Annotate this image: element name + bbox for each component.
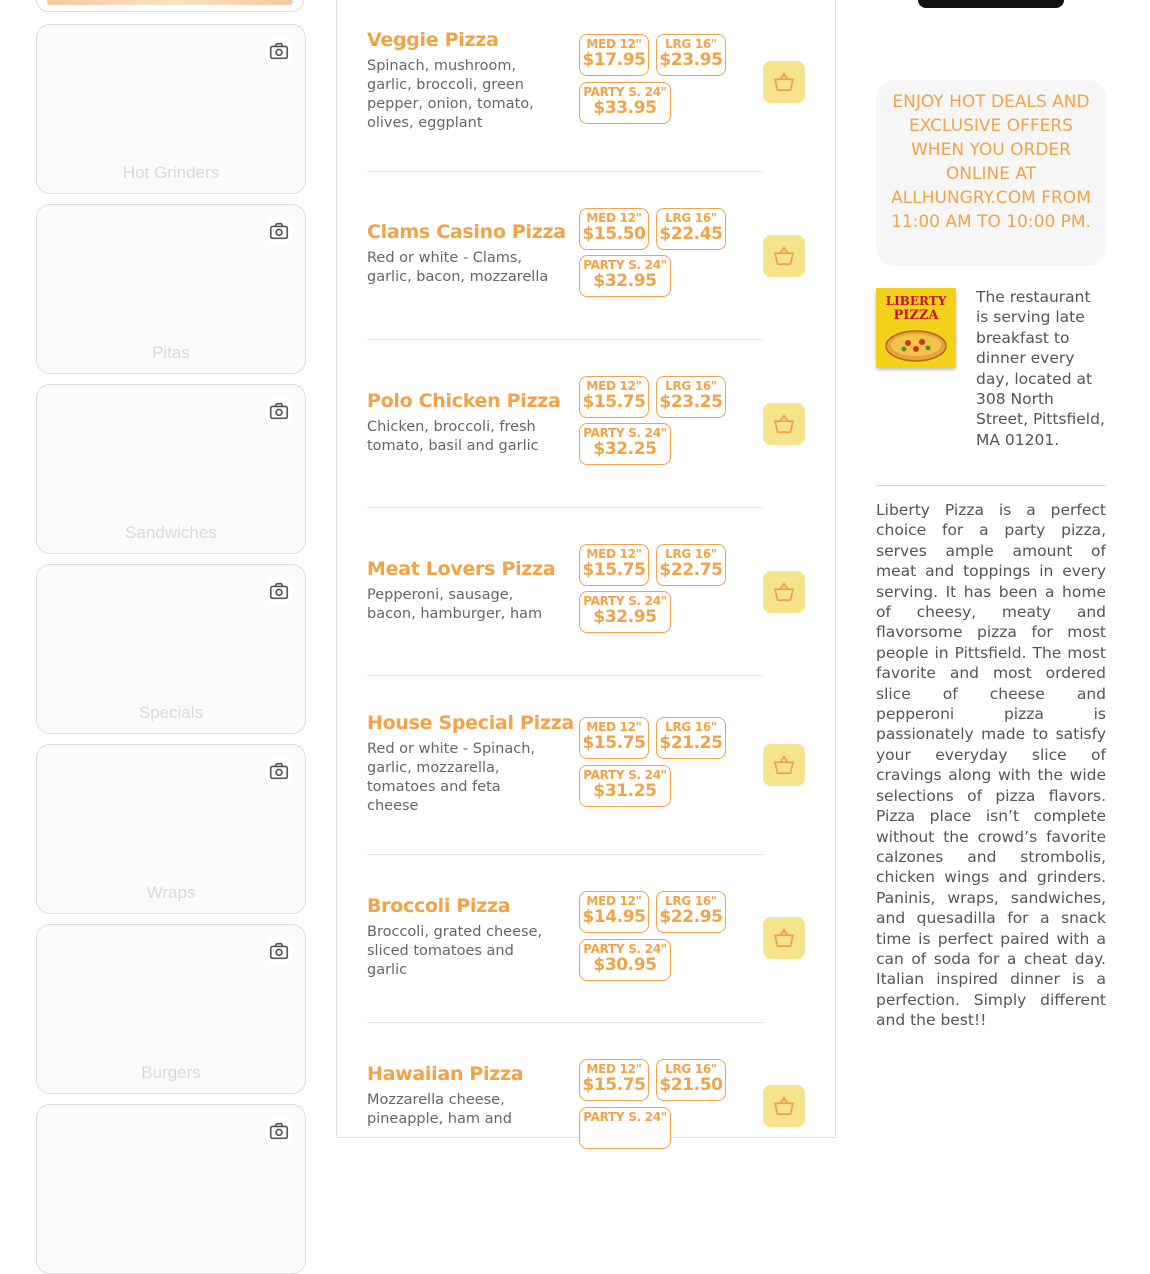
size-label: MED 12" [586,379,642,393]
price-value: $22.95 [659,907,723,927]
price-option-party[interactable] [579,939,671,981]
price-option-lrg[interactable] [656,717,726,759]
size-label: PARTY S. 24" [583,942,667,956]
camera-icon [265,577,293,605]
add-to-cart-button[interactable] [763,235,805,277]
category-label: Burgers [141,1063,201,1082]
size-label: MED 12" [586,1062,642,1076]
item-description: Broccoli, grated cheese, sliced tomatoes and garlic [367,924,543,978]
deals-banner [876,80,1106,266]
add-to-cart-button[interactable] [763,917,805,959]
item-name[interactable]: Polo Chicken Pizza [367,390,561,412]
price-option-party[interactable] [579,1107,671,1149]
item-description: Red or white - Clams, garlic, bacon, mozzarella [367,250,549,285]
price-option-med[interactable] [579,34,649,76]
size-label: PARTY S. 24" [583,85,667,99]
size-label: MED 12" [586,211,642,225]
item-name[interactable]: Clams Casino Pizza [367,221,566,243]
price-option-med[interactable] [579,891,649,933]
price-option-party[interactable] [579,82,671,124]
item-name[interactable]: Veggie Pizza [367,29,499,51]
price-value: $23.95 [659,50,723,70]
price-value: $22.75 [659,560,723,580]
add-to-cart-button[interactable] [763,571,805,613]
restaurant-about: Liberty Pizza is a perfect choice for a party pizza, serves ample amount of meat and toppings in every serving. It has been a home of cheesy, meaty and flavorsome pizza for most people in Pittsfield. The most favorite and most ordered slice of cheese and pepperoni pizza is passionately made to satisfy your everyday slice of cravings along with the wide selections of pizza flavors. Pizza place isn’t complete without the crowd’s favorite calzones and strombolis, chicken wings and grinders. Paninis, wraps, sandwiches, and quesadilla for a snack time is perfect paired with a can of soda for a cheat day. Italian inspired dinner is a perfection. Simply different and the best!! [876,501,1106,1030]
item-divider [367,854,763,855]
size-label: LRG 16" [665,211,717,225]
item-name[interactable]: House Special Pizza [367,712,574,734]
price-option-med[interactable] [579,1059,649,1101]
price-value: $32.95 [593,271,657,291]
item-description: Pepperoni, sausage, bacon, hamburger, ham [367,587,543,622]
category-card-pitas[interactable] [36,204,306,374]
price-value: $15.75 [582,392,646,412]
category-label: Wraps [146,883,196,902]
basket-icon [773,72,795,92]
size-label: LRG 16" [665,547,717,561]
category-card-partial-top[interactable] [36,0,304,12]
item-description: Mozzarella cheese, pineapple, ham and [367,1092,512,1127]
size-label: MED 12" [586,720,642,734]
camera-icon [265,757,293,785]
size-label: MED 12" [586,894,642,908]
size-label: LRG 16" [665,720,717,734]
add-to-cart-button[interactable] [763,1085,805,1127]
price-option-med[interactable] [579,208,649,250]
item-divider [367,1022,763,1023]
size-label: LRG 16" [665,894,717,908]
basket-icon [773,928,795,948]
price-option-party[interactable] [579,765,671,807]
price-option-lrg[interactable] [656,891,726,933]
price-option-party[interactable] [579,423,671,465]
price-option-lrg[interactable] [656,34,726,76]
price-option-lrg[interactable] [656,544,726,586]
price-option-lrg[interactable] [656,1059,726,1101]
category-card-wraps[interactable] [36,744,306,914]
basket-icon [773,1096,795,1116]
price-value: $30.95 [593,955,657,975]
price-value: $32.25 [593,439,657,459]
item-name[interactable]: Broccoli Pizza [367,895,511,917]
category-image [47,0,293,5]
price-value: $15.75 [582,733,646,753]
category-label: Pitas [152,343,190,362]
size-label: PARTY S. 24" [583,594,667,608]
price-option-lrg[interactable] [656,208,726,250]
category-label: Hot Grinders [122,163,220,182]
category-label: Sandwiches [125,523,217,542]
price-value: $23.25 [659,392,723,412]
price-value: $17.95 [582,50,646,70]
category-card-hot-grinders[interactable] [36,24,306,194]
size-label: PARTY S. 24" [583,1110,667,1124]
app-store-badge[interactable] [918,0,1064,8]
add-to-cart-button[interactable] [763,744,805,786]
info-divider [876,485,1106,486]
add-to-cart-button[interactable] [763,61,805,103]
svg-text:PIZZA: PIZZA [893,308,939,323]
size-label: PARTY S. 24" [583,258,667,272]
price-value: $31.25 [593,781,657,801]
camera-icon [265,937,293,965]
size-label: MED 12" [586,37,642,51]
price-value: $15.50 [582,224,646,244]
basket-icon [773,755,795,775]
basket-icon [773,246,795,266]
restaurant-logo [876,288,956,368]
item-divider [367,171,763,172]
price-option-med[interactable] [579,717,649,759]
price-option-lrg[interactable] [656,376,726,418]
price-value: $33.95 [593,98,657,118]
price-value: $15.75 [582,1075,646,1095]
item-description: Red or white - Spinach, garlic, mozzarella, tomatoes and feta cheese [367,741,536,814]
category-label: Specials [138,703,204,722]
add-to-cart-button[interactable] [763,403,805,445]
size-label: LRG 16" [665,1062,717,1076]
price-option-party[interactable] [579,591,671,633]
camera-icon [265,1117,293,1145]
item-name[interactable]: Meat Lovers Pizza [367,558,556,580]
price-value: $32.95 [593,607,657,627]
price-value: $21.25 [659,733,723,753]
svg-text:LIBERTY: LIBERTY [885,294,947,308]
price-value: $22.45 [659,224,723,244]
item-description: Chicken, broccoli, fresh tomato, basil and garlic [367,419,539,454]
camera-icon [265,217,293,245]
price-option-party[interactable] [579,255,671,297]
price-value: $15.75 [582,560,646,580]
item-divider [367,339,763,340]
category-card-sandwiches[interactable] [36,384,306,554]
item-divider [367,675,763,676]
item-name[interactable]: Hawaiian Pizza [367,1063,524,1085]
size-label: MED 12" [586,547,642,561]
deals-text: ENJOY HOT DEALS AND EXCLUSIVE OFFERS WHEN YOU ORDER ONLINE AT ALLHUNGRY.COM FROM 11:00 AM TO 10:00 PM. [891,92,1091,232]
price-value: $14.95 [582,907,646,927]
price-option-med[interactable] [579,376,649,418]
size-label: LRG 16" [665,379,717,393]
camera-icon [265,37,293,65]
size-label: LRG 16" [665,37,717,51]
item-description: Spinach, mushroom, garlic, broccoli, green pepper, onion, tomato, olives, eggplant [367,58,534,131]
basket-icon [773,582,795,602]
size-label: PARTY S. 24" [583,426,667,440]
item-divider [367,507,763,508]
restaurant-info: The restaurant is serving late breakfast to dinner every day, located at 308 North Street, Pittsfield, MA 01201. [976,288,1105,449]
category-card-next[interactable] [36,1104,306,1274]
camera-icon [265,397,293,425]
basket-icon [773,414,795,434]
price-value: $21.50 [659,1075,723,1095]
price-option-med[interactable] [579,544,649,586]
category-card-specials[interactable] [36,564,306,734]
category-card-burgers[interactable] [36,924,306,1094]
size-label: PARTY S. 24" [583,768,667,782]
